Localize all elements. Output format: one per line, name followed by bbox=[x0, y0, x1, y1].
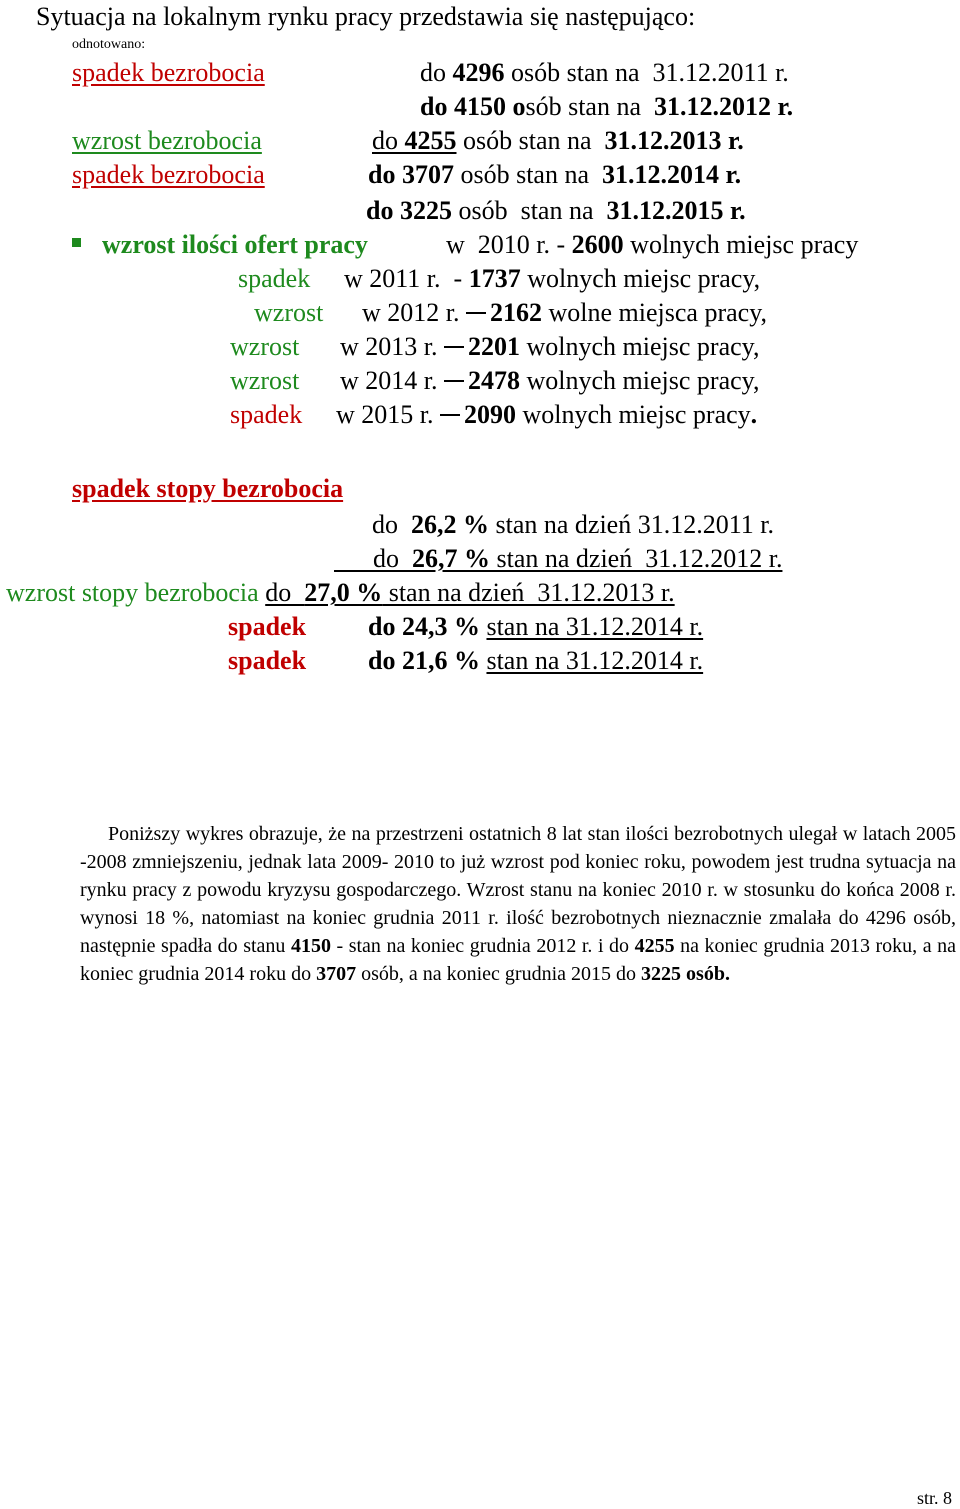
unemployment-row-2014 bbox=[72, 160, 265, 190]
offers-row-2012 bbox=[254, 298, 323, 328]
offers-label: wzrost ilości ofert pracy bbox=[102, 230, 368, 259]
rate-value-2015: do 21,6 % stan na 31.12.2014 r. bbox=[368, 646, 704, 675]
unemployment-value-2013: do 4255 osób stan na 31.12.2013 r. bbox=[372, 126, 744, 155]
offers-row-2011 bbox=[238, 264, 310, 294]
offers-value-2015: w 2015 r. 2090 wolnych miejsc pracy. bbox=[336, 400, 758, 429]
dash-icon bbox=[444, 380, 464, 382]
dash-icon bbox=[444, 346, 464, 348]
offers-trend: wzrost bbox=[230, 332, 300, 361]
offers-row-2014 bbox=[230, 366, 299, 396]
rate-value-2014: do 24,3 % stan na 31.12.2014 r. bbox=[368, 612, 704, 641]
offers-trend: spadek bbox=[238, 264, 311, 293]
unemployment-label: spadek bezrobocia bbox=[72, 58, 265, 87]
offers-value-2013: w 2013 r. 2201 wolnych miejsc pracy, bbox=[340, 332, 760, 361]
offers-row-2010: w 2010 r. - 2600 wolnych miejsc pracy bbox=[446, 230, 859, 259]
dash-icon bbox=[440, 414, 460, 416]
description-paragraph: Poniższy wykres obrazuje, że na przestrzeni ostatnich 8 lat stan ilości bezrobotnych ulegał w latach 2005 -2008 zmniejszeniu, jednak lata 2009- 2010 to już wzrost pod koniec roku, powodem jest trudna sytuacja na rynku pracy z powodu kryzysu gospodarczego. Wzrost stanu na koniec 2010 r. w stosunku do końca 2008 r. wynosi 18 %, natomiast na koniec grudnia 2011 r. ilość bezrobotnych nieznacznie zmalała do 4296 osób, następnie spadła do stanu 4150 - stan na koniec grudnia 2012 r. i do 4255 na koniec grudnia 2013 roku, a na koniec grudnia 2014 roku do 3707 osób, a na koniec grudnia 2015 do 3225 osób. bbox=[80, 823, 956, 985]
offers-value-2012: w 2012 r. 2162 wolne miejsca pracy, bbox=[362, 298, 767, 327]
unemployment-value-2011: do 4296 osób stan na 31.12.2011 r. bbox=[420, 58, 789, 87]
rate-row-2014 bbox=[228, 612, 306, 642]
rate-row-2011: do 26,2 % stan na dzień 31.12.2011 r. bbox=[372, 510, 774, 539]
unemployment-row-2011 bbox=[72, 58, 265, 88]
noted-label: odnotowano: bbox=[72, 37, 146, 52]
rate-trend: spadek bbox=[228, 646, 307, 675]
unemployment-value-2015: do 3225 osób stan na 31.12.2015 r. bbox=[366, 196, 746, 225]
offers-value-2014: w 2014 r. 2478 wolnych miejsc pracy, bbox=[340, 366, 760, 395]
offers-trend: wzrost bbox=[230, 366, 300, 395]
page-heading: Sytuacja na lokalnym rynku pracy przedstawia się następująco: bbox=[36, 2, 696, 31]
rate-trend: wzrost stopy bezrobocia bbox=[6, 578, 259, 607]
offers-row-2015 bbox=[230, 400, 302, 430]
unemployment-row-2013 bbox=[72, 126, 262, 156]
offers-trend: wzrost bbox=[254, 298, 324, 327]
rate-row-2012: do 26,7 % stan na dzień 31.12.2012 r. bbox=[373, 544, 783, 573]
page-number: str. 8 bbox=[916, 1488, 952, 1508]
rate-row-2013: wzrost stopy bezrobocia do 27,0 % stan na dzień 31.12.2013 r. bbox=[6, 578, 675, 607]
unemployment-label: spadek bezrobocia bbox=[72, 160, 265, 189]
square-bullet-icon bbox=[72, 238, 81, 247]
unemployment-value-2014: do 3707 osób stan na 31.12.2014 r. bbox=[368, 160, 742, 189]
unemployment-value-2012: do 4150 osób stan na 31.12.2012 r. bbox=[420, 92, 794, 121]
unemployment-label: wzrost bezrobocia bbox=[72, 126, 262, 155]
rate-title: spadek stopy bezrobocia bbox=[72, 474, 344, 503]
offers-row-2013 bbox=[230, 332, 299, 362]
offers-trend: spadek bbox=[230, 400, 303, 429]
offers-value-2011: w 2011 r. - 1737 wolnych miejsc pracy, bbox=[344, 264, 761, 293]
rate-trend: spadek bbox=[228, 612, 307, 641]
dash-icon bbox=[466, 312, 486, 314]
rate-row-2015 bbox=[228, 646, 306, 676]
